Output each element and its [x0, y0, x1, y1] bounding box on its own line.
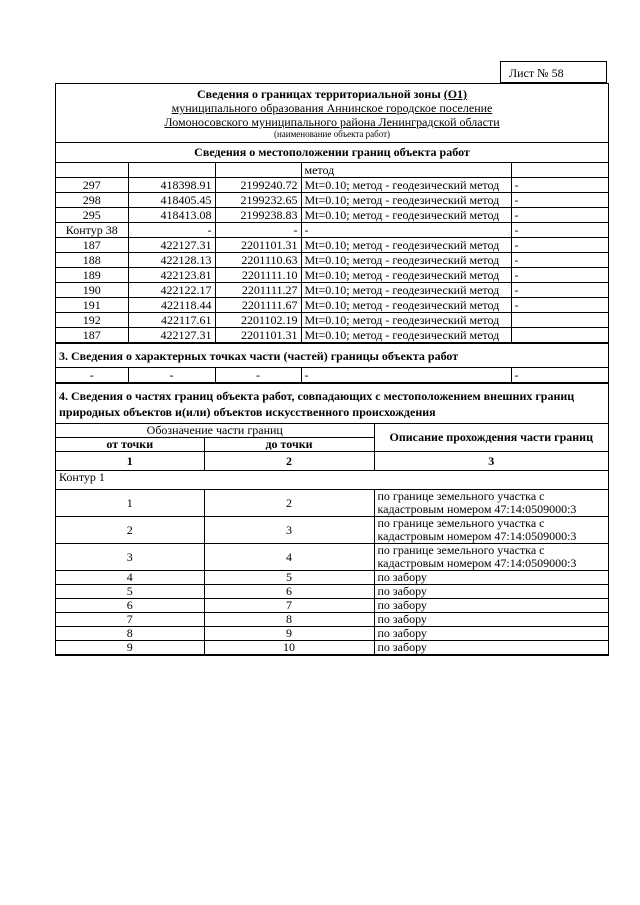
cell: - [301, 368, 511, 383]
method-cell: Mt=0.10; метод - геодезический метод [301, 238, 511, 253]
table-row [56, 627, 608, 641]
section3-table [56, 367, 608, 383]
method-cell: Mt=0.10; метод - геодезический метод [301, 208, 511, 223]
location-section-title: Сведения о местоположении границ объекта работ [56, 143, 608, 163]
passage-description-cell: по забору [374, 627, 608, 641]
from-point-cell: 9 [56, 641, 204, 655]
table-row [56, 641, 608, 655]
method-cell: Mt=0.10; метод - геодезический метод [301, 268, 511, 283]
table-row [56, 517, 608, 544]
table-row [56, 238, 608, 253]
table-row [56, 223, 608, 238]
from-point-cell: 6 [56, 599, 204, 613]
table-row [56, 585, 608, 599]
table-row [56, 268, 608, 283]
table-row [56, 298, 608, 313]
description-cell [511, 328, 608, 343]
x-cell: 418405.45 [128, 193, 215, 208]
document-header [56, 84, 608, 143]
from-point-cell: 7 [56, 613, 204, 627]
passage-description-cell: по границе земельного участка с кадастровым номером 47:14:0509000:3 [374, 517, 608, 544]
point-cell: 189 [56, 268, 128, 283]
description-cell: - [511, 193, 608, 208]
to-point-cell: 3 [204, 517, 374, 544]
table-row [56, 178, 608, 193]
table-row [56, 283, 608, 298]
point-cell: 191 [56, 298, 128, 313]
y-cell: 2199232.65 [215, 193, 301, 208]
header-title [56, 87, 608, 101]
passage-description-cell: по забору [374, 571, 608, 585]
y-cell: 2201111.10 [215, 268, 301, 283]
contour-row [56, 471, 608, 490]
table-row [56, 193, 608, 208]
x-cell: 422118.44 [128, 298, 215, 313]
point-cell: 190 [56, 283, 128, 298]
table-row [56, 599, 608, 613]
method-cell: Mt=0.10; метод - геодезический метод [301, 253, 511, 268]
cell: - [511, 368, 608, 383]
to-point-cell: 10 [204, 641, 374, 655]
y-cell: 2201110.63 [215, 253, 301, 268]
table-header-row [56, 424, 608, 438]
table-number-row [56, 452, 608, 471]
table-row [56, 208, 608, 223]
description-cell [511, 313, 608, 328]
from-point-cell: 3 [56, 544, 204, 571]
y-cell: 2199240.72 [215, 178, 301, 193]
header-municipality: муниципального образования Аннинское городское поселение [171, 101, 493, 115]
document-frame [55, 83, 609, 656]
method-cell: Mt=0.10; метод - геодезический метод [301, 193, 511, 208]
header-district: Ломоносовского муниципального района Ленинградской области [164, 115, 500, 129]
table-row [56, 313, 608, 328]
section4-title: 4. Сведения о частях границ объекта работ, совпадающих с местоположением внешних границ природных объектов и(или) объектов искусственного происхождения [56, 383, 608, 423]
y-cell: - [215, 223, 301, 238]
col-from-header: от точки [56, 438, 204, 452]
x-cell: 418413.08 [128, 208, 215, 223]
from-point-cell: 1 [56, 490, 204, 517]
point-cell: 295 [56, 208, 128, 223]
section4-table [56, 423, 608, 655]
description-cell: - [511, 298, 608, 313]
header-title-prefix: Сведения о границах территориальной зоны [196, 87, 444, 101]
from-point-cell: 4 [56, 571, 204, 585]
passage-description-cell: по границе земельного участка с кадастровым номером 47:14:0509000:3 [374, 490, 608, 517]
from-point-cell: 8 [56, 627, 204, 641]
y-cell: 2201102.19 [215, 313, 301, 328]
method-cell: - [301, 223, 511, 238]
point-cell: 297 [56, 178, 128, 193]
col-number: 1 [56, 452, 204, 471]
description-cell: - [511, 283, 608, 298]
x-cell: 422127.31 [128, 238, 215, 253]
passage-description-cell: по границе земельного участка с кадастровым номером 47:14:0509000:3 [374, 544, 608, 571]
table-row [56, 163, 608, 178]
cell: - [215, 368, 301, 383]
point-cell: 192 [56, 313, 128, 328]
to-point-cell: 6 [204, 585, 374, 599]
method-cell: Mt=0.10; метод - геодезический метод [301, 298, 511, 313]
description-cell: - [511, 208, 608, 223]
to-point-cell: 9 [204, 627, 374, 641]
description-cell: - [511, 223, 608, 238]
y-cell: 2201101.31 [215, 328, 301, 343]
point-cell: 187 [56, 328, 128, 343]
method-cell: Mt=0.10; метод - геодезический метод [301, 313, 511, 328]
method-cell: метод [301, 163, 511, 178]
passage-description-cell: по забору [374, 599, 608, 613]
description-cell: - [511, 253, 608, 268]
table-row [56, 253, 608, 268]
table-row [56, 571, 608, 585]
method-cell: Mt=0.10; метод - геодезический метод [301, 328, 511, 343]
table-row [56, 490, 608, 517]
section3-title: 3. Сведения о характерных точках части (частей) границы объекта работ [56, 343, 608, 367]
zone-code: (О1) [443, 87, 468, 101]
x-cell: 422128.13 [128, 253, 215, 268]
col-to-header: до точки [204, 438, 374, 452]
x-cell: 422122.17 [128, 283, 215, 298]
table-row [56, 328, 608, 343]
point-cell: Контур 38 [56, 223, 128, 238]
passage-description-cell: по забору [374, 641, 608, 655]
col-group-header: Обозначение части границ [56, 424, 374, 438]
method-cell: Mt=0.10; метод - геодезический метод [301, 178, 511, 193]
passage-description-cell: по забору [374, 613, 608, 627]
sheet-number: Лист № 58 [500, 61, 607, 83]
y-cell: 2201111.27 [215, 283, 301, 298]
from-point-cell: 2 [56, 517, 204, 544]
col-number: 3 [374, 452, 608, 471]
col-desc-header: Описание прохождения части границ [374, 424, 608, 452]
contour-label: Контур 1 [56, 471, 608, 490]
x-cell: 418398.91 [128, 178, 215, 193]
header-caption: (наименование объекта работ) [273, 129, 391, 139]
table-row [56, 613, 608, 627]
points-table [56, 163, 608, 343]
point-cell: 187 [56, 238, 128, 253]
x-cell: - [128, 223, 215, 238]
to-point-cell: 4 [204, 544, 374, 571]
description-cell: - [511, 178, 608, 193]
cell: - [128, 368, 215, 383]
x-cell: 422123.81 [128, 268, 215, 283]
description-cell: - [511, 268, 608, 283]
table-row [56, 544, 608, 571]
to-point-cell: 7 [204, 599, 374, 613]
method-cell: Mt=0.10; метод - геодезический метод [301, 283, 511, 298]
cell: - [56, 368, 128, 383]
passage-description-cell: по забору [374, 585, 608, 599]
y-cell: 2201111.67 [215, 298, 301, 313]
point-cell: 188 [56, 253, 128, 268]
to-point-cell: 8 [204, 613, 374, 627]
y-cell: 2199238.83 [215, 208, 301, 223]
table-row [56, 368, 608, 383]
description-cell: - [511, 238, 608, 253]
x-cell: 422127.31 [128, 328, 215, 343]
from-point-cell: 5 [56, 585, 204, 599]
col-number: 2 [204, 452, 374, 471]
to-point-cell: 5 [204, 571, 374, 585]
point-cell: 298 [56, 193, 128, 208]
y-cell: 2201101.31 [215, 238, 301, 253]
to-point-cell: 2 [204, 490, 374, 517]
x-cell: 422117.61 [128, 313, 215, 328]
